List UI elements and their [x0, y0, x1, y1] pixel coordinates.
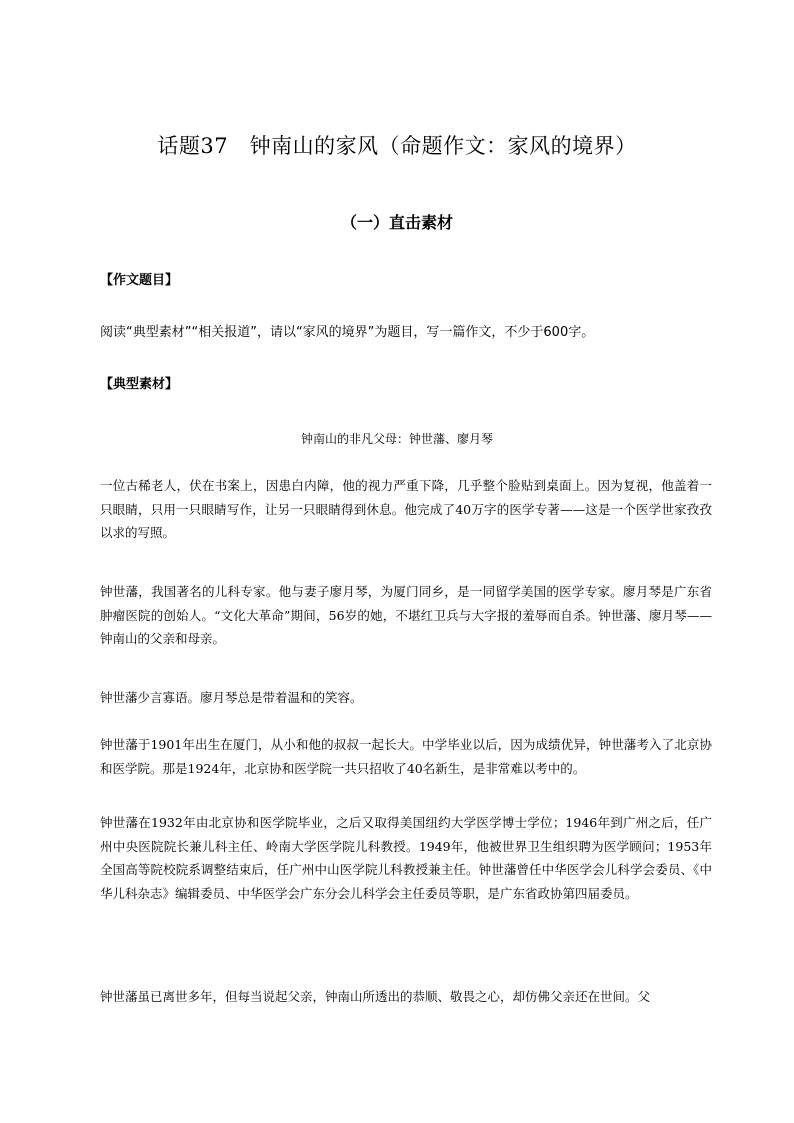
paragraph: 钟世藩，我国著名的儿科专家。他与妻子廖月琴，为厦门同乡，是一同留学美国的医学专家。廖月琴是广东省肿瘤医院的创始人。“文化大革命”期间，56岁的她，不堪红卫兵与大字报的羞辱而自杀。钟世藩、廖月琴——钟南山的父亲和母亲。 [100, 584, 712, 646]
material-title: 钟南山的非凡父母：钟世藩、廖月琴 [300, 432, 493, 446]
section-title: （一）直击素材 [340, 213, 453, 232]
paragraph: 钟世藩在1932年由北京协和医学院毕业，之后又取得美国纽约大学医学博士学位；1946年到广州之后，任广州中央医院院长兼儿科主任、岭南大学医学院儿科教授。1949年，他被世界卫生组织聘为医学顾问；1953年全国高等院校院系调整结束后，任广州中山医学院儿科教授兼主任。钟世藩曾任中华医学会儿科学会委员、《中华儿科杂志》编辑委员、中华医学会广东分会儿科学会主任委员等职，是广东省政协第四届委员。 [100, 815, 712, 901]
paragraph: 钟世藩少言寡语。廖月琴总是带着温和的笑容。 [100, 690, 363, 705]
paragraph: 钟世藩于1901年出生在厦门，从小和他的叔叔一起长大。中学毕业以后，因为成绩优异，钟世藩考入了北京协和医学院。那是1924年，北京协和医学院一共只招收了40名新生，是非常难以考中的。 [100, 737, 712, 776]
paragraph: 一位古稀老人，伏在书案上，因患白内障，他的视力严重下降，几乎整个脸贴到桌面上。因为复视，他盖着一只眼睛，只用一只眼睛写作，让另一只眼睛得到休息。他完成了40万字的医学专著——这是一个医学世家孜孜以求的写照。 [100, 478, 712, 540]
assignment-label: 【作文题目】 [100, 273, 179, 288]
assignment-text: 阅读“典型素材”“相关报道”，请以“家风的境界”为题目，写一篇作文，不少于600字。 [100, 325, 595, 340]
material-label: 【典型素材】 [100, 377, 179, 392]
paragraph: 钟世藩虽已离世多年，但每当说起父亲，钟南山所透出的恭顺、敬畏之心，却仿佛父亲还在世间。父 [100, 989, 651, 1004]
page-title: 话题37 钟南山的家风（命题作文：家风的境界） [157, 134, 637, 158]
